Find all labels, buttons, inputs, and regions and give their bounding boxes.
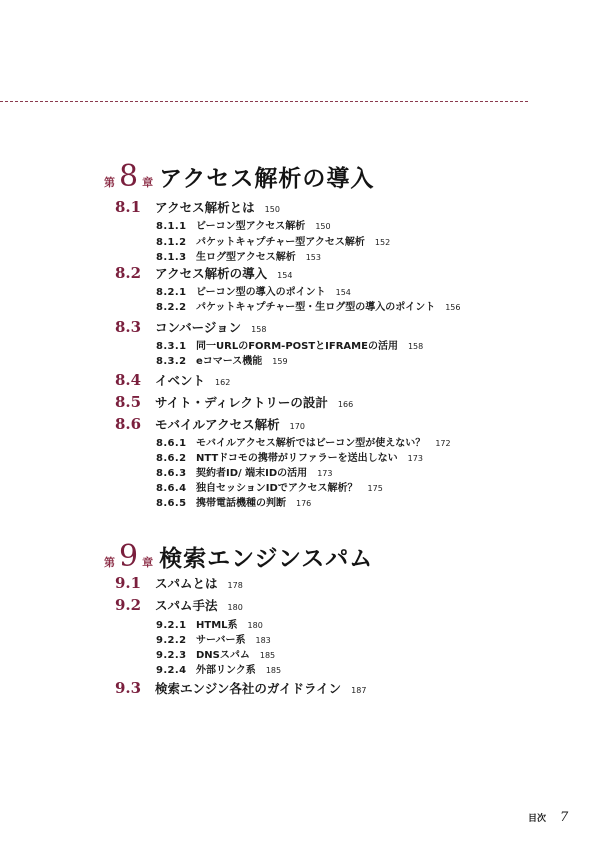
subsection-number: 8.1.3 — [156, 252, 187, 263]
subsection-title: HTML系 — [196, 620, 238, 631]
toc-subsection[interactable] — [156, 434, 451, 449]
chapter-suffix: 章 — [142, 556, 154, 569]
subsection-number: 8.6.1 — [156, 438, 187, 449]
subsection-title: パケットキャプチャー型アクセス解析 — [196, 237, 365, 248]
subsection-number: 8.6.4 — [156, 483, 187, 494]
toc-subsection[interactable] — [156, 283, 351, 298]
dashed-top-rule — [0, 101, 528, 102]
subsection-title: eコマース機能 — [196, 356, 263, 367]
page-number: 150 — [264, 205, 280, 214]
chapter-number: 9 — [119, 539, 139, 574]
subsection-title: DNSスパム — [196, 650, 250, 661]
section-title: アクセス解析の導入 — [155, 266, 268, 281]
chapter-number: 8 — [119, 159, 139, 194]
chapter-suffix: 章 — [142, 176, 154, 189]
toc-subsection[interactable] — [156, 248, 321, 263]
subsection-title: 独自セッションIDでアクセス解析？ — [196, 483, 358, 494]
page-number: 180 — [247, 621, 263, 630]
subsection-number: 8.6.3 — [156, 468, 187, 479]
page-number: 183 — [255, 636, 271, 645]
toc-subsection[interactable] — [156, 494, 311, 509]
subsection-title: パケットキャプチャー型・生ログ型の導入のポイント — [196, 302, 436, 313]
section-title: イベント — [155, 373, 206, 388]
page-number: 154 — [335, 288, 351, 297]
page-number: 173 — [407, 454, 423, 463]
toc-subsection[interactable] — [156, 298, 460, 313]
page-number: 170 — [289, 422, 305, 431]
toc-section[interactable] — [115, 415, 305, 433]
page-number: 175 — [367, 484, 383, 493]
section-number: 8.1 — [115, 198, 142, 216]
subsection-number: 8.1.2 — [156, 237, 187, 248]
subsection-number: 9.2.2 — [156, 635, 187, 646]
chapter-prefix: 第 — [104, 176, 115, 189]
chapter-8-heading — [104, 159, 375, 194]
toc-section[interactable] — [115, 198, 280, 216]
toc-subsection[interactable] — [156, 337, 423, 352]
section-title: スパムとは — [155, 576, 218, 591]
subsection-number: 9.2.1 — [156, 620, 187, 631]
subsection-title: ビーコン型アクセス解析 — [196, 221, 306, 232]
chapter-prefix: 第 — [104, 556, 115, 569]
toc-subsection[interactable] — [156, 479, 383, 494]
subsection-number: 9.2.4 — [156, 665, 187, 676]
page-number: 159 — [272, 357, 288, 366]
subsection-number: 8.2.1 — [156, 287, 187, 298]
chapter-9-heading — [104, 539, 374, 574]
section-number: 8.3 — [115, 318, 142, 336]
subsection-title: 契約者ID/ 端末IDの活用 — [196, 468, 308, 479]
page-number: 180 — [227, 603, 243, 612]
section-number: 9.1 — [115, 574, 142, 592]
page-number: 154 — [277, 271, 293, 280]
page-number: 185 — [259, 651, 276, 660]
subsection-title: サーバー系 — [196, 635, 246, 646]
subsection-title: 携帯電話機種の判断 — [196, 498, 286, 509]
section-title: スパム手法 — [155, 598, 218, 613]
section-title: コンバージョン — [155, 320, 242, 335]
subsection-title: 外部リンク系 — [196, 665, 256, 676]
subsection-title: 同一URLのFORM-POSTとIFRAMEの活用 — [196, 341, 398, 352]
section-title: 検索エンジン各社のガイドライン — [155, 681, 342, 696]
section-number: 9.3 — [115, 679, 142, 697]
toc-subsection[interactable] — [156, 661, 281, 676]
toc-subsection[interactable] — [156, 449, 423, 464]
toc-section[interactable] — [115, 679, 366, 697]
section-number: 8.2 — [115, 264, 142, 282]
page-number: 176 — [296, 499, 312, 508]
subsection-number: 8.1.1 — [156, 221, 187, 232]
page-number: 173 — [317, 469, 333, 478]
subsection-number: 8.3.1 — [156, 341, 187, 352]
toc-section[interactable] — [115, 596, 243, 614]
page-number: 187 — [351, 686, 367, 695]
section-number: 8.4 — [115, 371, 142, 389]
page-number: 158 — [407, 342, 424, 351]
toc-section[interactable] — [115, 264, 292, 282]
page-number: 172 — [435, 439, 451, 448]
toc-subsection[interactable] — [156, 631, 271, 646]
subsection-title: NTTドコモの携帯がリファラーを送出しない — [196, 453, 398, 464]
page-number: 178 — [227, 581, 243, 590]
page-number: 150 — [315, 222, 331, 231]
toc-subsection[interactable] — [156, 233, 390, 248]
toc-subsection[interactable] — [156, 464, 332, 479]
page-footer — [528, 810, 568, 825]
subsection-number: 8.3.2 — [156, 356, 187, 367]
subsection-number: 9.2.3 — [156, 650, 187, 661]
section-title: サイト・ディレクトリーの設計 — [155, 395, 328, 410]
toc-subsection[interactable] — [156, 646, 275, 661]
footer-page-number: 7 — [560, 810, 569, 825]
subsection-number: 8.6.5 — [156, 498, 187, 509]
page-number: 185 — [265, 666, 282, 675]
footer-label: 目次 — [528, 814, 547, 824]
subsection-number: 8.2.2 — [156, 302, 187, 313]
page-number: 166 — [337, 400, 354, 409]
toc-section[interactable] — [115, 318, 266, 336]
toc-section[interactable] — [115, 574, 243, 592]
toc-subsection[interactable] — [156, 616, 263, 631]
chapter-title: 検索エンジンスパム — [159, 545, 374, 572]
toc-subsection[interactable] — [156, 217, 331, 232]
page-number: 156 — [445, 303, 461, 312]
toc-section[interactable] — [115, 371, 230, 389]
section-number: 8.5 — [115, 393, 142, 411]
toc-subsection[interactable] — [156, 352, 288, 367]
subsection-title: ビーコン型の導入のポイント — [196, 287, 326, 298]
page-number: 162 — [215, 378, 231, 387]
page-number: 153 — [305, 253, 321, 262]
subsection-title: モバイルアクセス解析ではビーコン型が使えない？ — [196, 438, 426, 449]
toc-section[interactable] — [115, 393, 353, 411]
chapter-title: アクセス解析の導入 — [159, 165, 375, 192]
section-number: 9.2 — [115, 596, 142, 614]
section-title: モバイルアクセス解析 — [155, 417, 280, 432]
subsection-title: 生ログ型アクセス解析 — [196, 252, 296, 263]
page-number: 158 — [251, 325, 267, 334]
subsection-number: 8.6.2 — [156, 453, 187, 464]
section-title: アクセス解析とは — [155, 200, 255, 215]
section-number: 8.6 — [115, 415, 142, 433]
page-number: 152 — [374, 238, 391, 247]
